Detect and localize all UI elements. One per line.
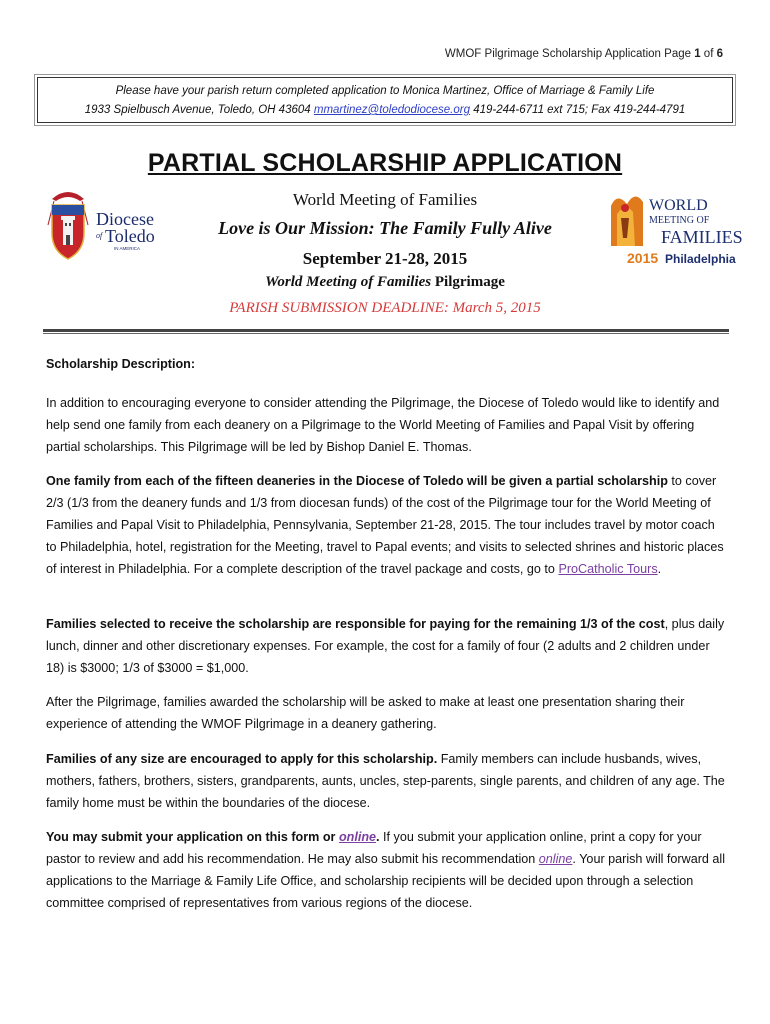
scholarship-heading: Scholarship Description: [46,357,196,371]
submission-end-text: . Your parish will forward all applications to the Marriage & Family Life Office, and scholarship recipients will be decided upon through a selection committee comprised of representatives from various regions of the diocese. [46,852,726,910]
paragraph-eligibility [46,748,726,814]
header-of: of [700,48,717,60]
logo-diocese-text: Diocese [96,209,154,229]
logo-city-text: Philadelphia [665,252,736,266]
eligibility-bold: Families of any size are encouraged to apply for this scholarship. [46,752,438,766]
return-notice-box [37,77,733,123]
paragraph-responsibility [46,613,726,679]
paragraph-submission: You may submit your application on this form or online. If you submit your application online, print a copy for your pastor to review and add his recommendation. He may also submit his recommendation online. Your parish will forward all applications to the Marriage & Family Life Office, and scholarship recipients will be decided upon through a selection committee comprised of representatives from various regions of the diocese. [46,830,726,910]
event-theme: Love is Our Mission: The Family Fully Alive [218,218,552,238]
logo-year-text: 2015 [627,250,659,266]
coverage-text: to cover 2/3 (1/3 from the deanery funds and 1/3 from diocesan funds) of the cost of the Pilgrimage tour for the World Meeting of Families and Papal Visit to Philadelphia, Pennsylvania, September 21-28, 2015. The tour includes travel by motor coach to Philadelphia, hotel, registration for the Meeting, travel to Papal events; and visits to selected shrines and historic places of interest in Philadelphia. For a complete description of the travel package and costs, go to [46,474,724,576]
pilgrimage-rest: Pilgrimage [431,274,505,290]
page-header [445,48,723,60]
header-page-number: 1 [694,48,701,60]
procatholic-tours-link[interactable]: ProCatholic Tours [558,562,658,576]
divider-thin [43,333,729,334]
page-title: PARTIAL SCHOLARSHIP APPLICATION [147,149,623,177]
paragraph-coverage: One family from each of the fifteen deaneries in the Diocese of Toledo will be given a partial scholarship to cover 2/3 (1/3 from the deanery funds and 1/3 from diocesan funds) of the cost of the Pilgrimage tour for the World Meeting of Families and Papal Visit to Philadelphia, Pennsylvania, September 21-28, 2015. The tour includes travel by motor coach to Philadelphia, hotel, registration for the Meeting, travel to Papal events; and visits to selected shrines and historic places of interest in Philadelphia. For a complete description of the travel package and costs, go to ProCatholic Tours. [46,474,724,576]
notice-address: 1933 Spielbusch Avenue, Toledo, OH 43604 [84,104,314,116]
wmof-logo [607,188,753,266]
responsibility-text: , plus daily lunch, dinner and other discretionary expenses. For example, the cost for a family of four (2 adults and 2 children under 18) is $3000; 1/3 of $3000 = $1,000. [46,617,725,675]
diocese-of-toledo-logo [44,185,156,265]
logo-toledo-text: Toledo [105,226,155,246]
pilgrimage-italic: World Meeting of Families [265,274,432,290]
notice-phones: 419-244-6711 ext 715; Fax 419-244-4791 [470,104,686,116]
logo-families-text: FAMILIES [661,227,743,247]
pilgrimage-line [0,274,770,291]
submission-deadline: PARISH SUBMISSION DEADLINE: March 5, 2015 [229,300,541,316]
notice-line1: Please have your parish return completed application to Monica Martinez, Office of Marriage & Family Life [115,85,655,97]
logo-world-text: WORLD [649,197,708,214]
online-recommendation-link[interactable]: online [538,852,573,866]
responsibility-bold: Families selected to receive the scholarship are responsible for paying for the remaining 1/3 of the cost [46,617,665,631]
header-page-total: 6 [716,48,723,60]
email-link[interactable]: mmartinez@toledodiocese.org [313,104,470,116]
logo-of-text: of [96,231,103,240]
paragraph-presentation: After the Pilgrimage, families awarded the scholarship will be asked to make at least one presentation sharing their experience of attending the WMOF Pilgrimage in a deanery gathering. [46,695,685,731]
divider-thick [43,329,729,332]
galero-hat-icon [52,192,84,201]
eligibility-text: Family members can include husbands, wives, mothers, fathers, brothers, sisters, grandparents, aunts, uncles, step-parents, single parents, and children of any age. The family home must be within the boundaries of the diocese. [46,752,725,810]
event-dates: September 21-28, 2015 [302,249,468,268]
header-prefix: WMOF Pilgrimage Scholarship Application Page [444,48,695,60]
submission-text: If you submit your application online, print a copy for your pastor to review and add his recommendation. He may also submit his recommendation [46,830,702,866]
logo-america-text: IN AMERICA [114,246,141,251]
notice-line2 [38,101,732,120]
submission-bold: You may submit your application on this form or [46,830,339,844]
online-application-link[interactable]: online [338,830,377,844]
logo-meeting-text: MEETING OF [649,215,710,226]
coverage-bold: One family from each of the fifteen deaneries in the Diocese of Toledo will be given a partial scholarship [46,474,668,488]
paragraph-intro: In addition to encouraging everyone to consider attending the Pilgrimage, the Diocese of Toledo would like to identify and help send one family from each deanery on a Pilgrimage to the World Meeting of Families and Papal Visit by offering partial scholarships. This Pilgrimage will be led by Bishop Daniel E. Thomas. [46,396,720,454]
event-name: World Meeting of Families [292,190,478,209]
